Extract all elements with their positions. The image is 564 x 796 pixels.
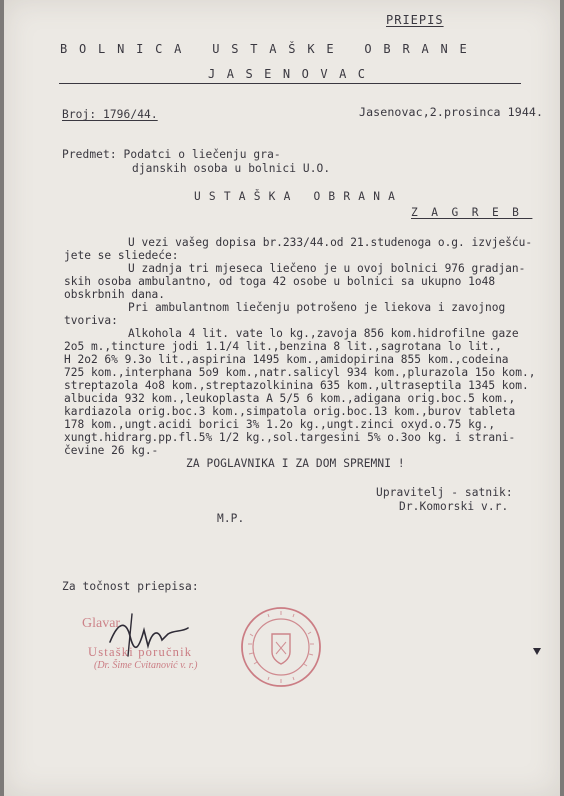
signature-title: Upravitelj - satnik:: [376, 486, 513, 499]
stamp-line-2: Ustaški poručnik: [88, 645, 193, 659]
reference-number: Broj: 1796/44.: [62, 108, 158, 121]
body-line: U zadnja tri mjeseca liečeno je u ovoj bolnici 976 gradjan-: [128, 262, 526, 275]
header-rule: [59, 83, 521, 84]
recipient-name: USTAŠKA OBRANA: [194, 190, 404, 203]
body-line: jete se sliedeće:: [64, 249, 179, 262]
body-line: xungt.hidrarg.pp.fl.5% 1/2 kg.,sol.targesini 5% o.3oo kg. i strani-: [64, 431, 516, 444]
recipient-city: ZAGREB: [411, 206, 533, 219]
certification-label: Za točnost priepisa:: [62, 580, 199, 593]
round-seal-icon: [238, 604, 324, 690]
institution-place: JASENOVAC: [208, 67, 377, 81]
copy-mark: PRIEPIS: [386, 13, 444, 27]
body-line: čevine 26 kg.-: [64, 444, 159, 457]
body-line: 2o5 m.,tincture jodi 1.1/4 lit.,benzina 8 lit.,sagrotana lo lit.,: [64, 340, 502, 353]
body-line: 725 kom.,interphana 5o9 kom.,natr.salicyl 934 kom.,plurazola 15o kom.,: [64, 366, 536, 379]
body-line: U vezi vašeg dopisa br.233/44.od 21.studenoga o.g. izvješću-: [128, 236, 533, 249]
body-line: streptazola 4o8 kom.,streptazolkinina 635 kom.,ultraseptila 1345 kom.: [64, 379, 529, 392]
body-line: albucida 932 kom.,leukoplasta A 5/5 6 kom.,adigana orig.boc.5 kom.,: [64, 392, 516, 405]
body-line: obskrbnih dana.: [64, 288, 166, 301]
subject-line-1: Predmet: Podatci o liečenju gra-: [62, 148, 281, 161]
place-date: Jasenovac,2.prosinca 1944.: [359, 105, 544, 119]
stamp-line-1: Glavar: [82, 616, 121, 631]
mp-mark: M.P.: [217, 512, 245, 525]
ink-mark: [532, 647, 542, 657]
document-page: [4, 0, 560, 796]
body-line: Alkohola 4 lit. vate lo kg.,zavoja 856 kom.hidrofilne gaze: [128, 327, 519, 340]
body-line: tvoriva:: [64, 314, 118, 327]
signature-name: Dr.Komorski v.r.: [399, 500, 509, 513]
handwritten-signature: [104, 612, 194, 660]
body-line: skih osoba ambulantno, od toga 42 osobe u bolnici sa ukupno 1o48: [64, 275, 496, 288]
salute: ZA POGLAVNIKA I ZA DOM SPREMNI !: [186, 457, 405, 470]
body-line: 178 kom.,ungt.acidi borici 3% 1.2o kg.,ungt.zinci oxyd.o.75 kg.,: [64, 418, 496, 431]
stamp-line-3: (Dr. Šime Cvitanović v. r.): [94, 660, 198, 671]
body-line: Pri ambulantnom liečenju potrošeno je liekova i zavojnog: [128, 301, 506, 314]
subject-line-2: djanskih osoba u bolnici U.O.: [132, 162, 331, 175]
institution-name: BOLNICA USTAŠKE OBRANE: [60, 42, 479, 56]
body-line: kardiazola orig.boc.3 kom.,simpatola orig.boc.13 kom.,burov tableta: [64, 405, 516, 418]
body-line: H 2o2 6% 9.3o lit.,aspirina 1495 kom.,amidopirina 855 kom.,codeina: [64, 353, 509, 366]
